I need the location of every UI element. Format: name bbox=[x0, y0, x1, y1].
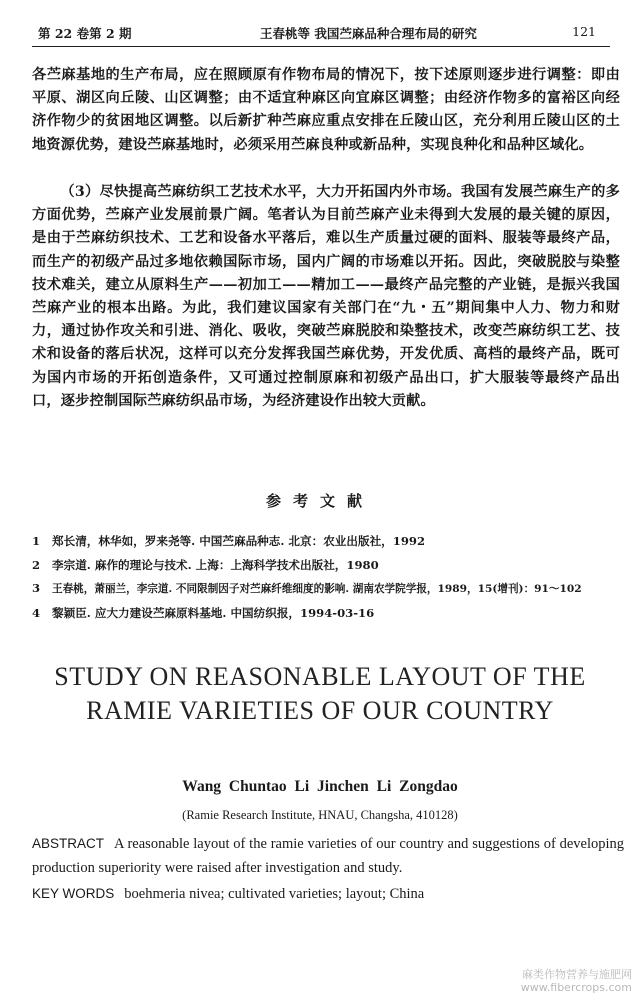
watermark-line-1: 麻类作物营养与施肥网 bbox=[522, 968, 632, 981]
english-abstract bbox=[32, 832, 624, 880]
reference-number: 4 bbox=[32, 605, 41, 620]
reference-item bbox=[32, 577, 632, 602]
english-keywords bbox=[32, 886, 624, 903]
english-affiliation: (Ramie Research Institute, HNAU, Changsha, 410128) bbox=[182, 808, 458, 822]
running-header bbox=[32, 20, 610, 47]
running-title: 王春桃等 我国苎麻品种合理布局的研究 bbox=[260, 26, 477, 41]
body-paragraph-1: 各苎麻基地的生产布局，应在照顾原有作物布局的情况下，按下述原则逐步进行调整：即由平原、湖区向丘陵、山区调整；由不适宜种麻区向宜麻区调整；由经济作物多的富裕区向经济作物少的贫困地区调整。以后新扩种苎麻应重点安排在丘陵山区，充分利用丘陵山区的土地资源优势，建设苎麻基地时，必须采用苎麻良种或新品种，实现良种化和品种区域化。 bbox=[32, 67, 620, 153]
abstract-label: ABSTRACT bbox=[32, 836, 105, 851]
abstract-text: A reasonable layout of the ramie varieties of our country and suggestions of developing production superiority were raised after investigation and study. bbox=[32, 836, 624, 876]
reference-item bbox=[32, 554, 632, 578]
reference-list bbox=[32, 530, 632, 625]
site-watermark bbox=[521, 968, 632, 994]
keywords-label: KEY WORDS bbox=[32, 886, 115, 901]
keywords-text: boehmeria nivea; cultivated varieties; layout; China bbox=[124, 886, 425, 902]
reference-item bbox=[32, 530, 632, 554]
reference-number: 1 bbox=[32, 534, 41, 548]
english-title-line-2: RAMIE VARIETIES OF OUR COUNTRY bbox=[86, 696, 554, 725]
watermark-line-2: www.fibercrops.com bbox=[520, 981, 632, 994]
english-authors: Wang Chuntao Li Jinchen Li Zongdao bbox=[182, 778, 458, 795]
body-paragraph-2: （3）尽快提高苎麻纺织工艺技术水平，大力开拓国内外市场。我国有发展苎麻生产的多方面优势，苎麻产业发展前景广阔。笔者认为目前苎麻产业未得到大发展的最关键的原因，是由于苎麻纺织技术、工艺和设备水平落后，难以生产质量过硬的面料、服装等最终产品，而生产的初级产品过多地依赖国际市场，国内广阔的市场难以开拓。因此，突破脱胶与染整技术难关，建立从原料生产——初加工——精加工——最终产品完整的产业链，是振兴我国苎麻产业的根本出路。为此，我们建议国家有关部门在“九・五”期间集中人力、物力和财力，通过协作攻关和引进、消化、吸收，突破苎麻脱胶和染整技术，改变苎麻纺织工艺、技术和设备的落后状况，这样可以充分发挥我国苎麻优势，开发优质、高档的最终产品，既可为国内市场的开拓创造条件，又可通过控制原麻和初级产品出口，扩大服装等最终产品出口，逐步控制国际苎麻纺织品市场，为经济建设作出较大贡献。 bbox=[32, 184, 620, 409]
references-heading: 参考文献 bbox=[265, 492, 374, 510]
reference-text: 郑长清，林华如，罗来尧等. 中国苎麻品种志. 北京：农业出版社，1992 bbox=[52, 534, 426, 548]
reference-number: 2 bbox=[32, 557, 41, 572]
page-number: 121 bbox=[572, 24, 596, 39]
reference-item bbox=[32, 602, 632, 626]
english-title bbox=[0, 660, 640, 728]
reference-number: 3 bbox=[32, 581, 41, 595]
reference-text: 李宗道. 麻作的理论与技术. 上海：上海科学技术出版社，1980 bbox=[52, 557, 379, 572]
volume-issue: 第 22 卷第 2 期 bbox=[38, 26, 132, 41]
reference-text: 王春桃，萧丽兰，李宗道. 不同限制因子对苎麻纤维细度的影响. 湖南农学院学报，1989，15(增刊)：91～102 bbox=[52, 583, 582, 595]
english-title-line-1: STUDY ON REASONABLE LAYOUT OF THE bbox=[54, 662, 586, 691]
reference-text: 黎颖臣. 应大力建设苎麻原料基地. 中国纺织报，1994-03-16 bbox=[52, 605, 375, 620]
